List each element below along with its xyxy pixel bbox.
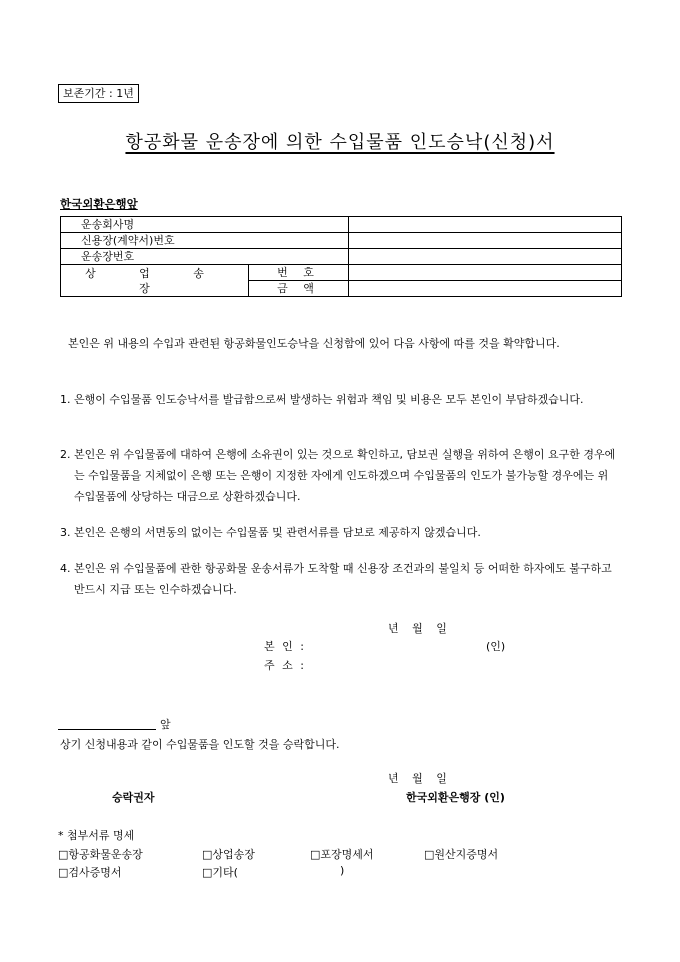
attachment-other[interactable]: □기타( bbox=[202, 866, 238, 879]
carrier-name-value[interactable] bbox=[349, 217, 622, 233]
attachment-certificate-of-origin[interactable]: □원산지증명서 bbox=[424, 848, 499, 861]
attachment-air-waybill[interactable]: □항공화물운송장 bbox=[58, 848, 143, 861]
recipient-suffix: 앞 bbox=[160, 718, 171, 731]
invoice-number-label: 번 호 bbox=[249, 265, 349, 281]
invoice-amount-label: 금 액 bbox=[249, 281, 349, 297]
attachment-other-close: ) bbox=[340, 864, 345, 877]
retention-period-box: 보존기간 : 1년 bbox=[58, 84, 139, 103]
clause-1: 1. 은행이 수입물품 인도승낙서를 발급함으로써 발생하는 위험과 책임 및 비용은 모두 본인이 부담하겠습니다. bbox=[60, 393, 584, 406]
commercial-invoice-label: 상 업 송 장 bbox=[61, 265, 249, 297]
clause-4: 4. 본인은 위 수입물품에 관한 항공화물 운송서류가 도착할 때 신용장 조건과의 불일치 등 어떠한 하자에도 불구하고 반드시 지급 또는 인수하겠습니다. bbox=[60, 562, 612, 596]
carrier-name-label: 운송회사명 bbox=[61, 217, 349, 233]
waybill-number-value[interactable] bbox=[349, 249, 622, 265]
address-label: 주 소 : bbox=[264, 659, 306, 672]
intro-paragraph: 본인은 위 내용의 수입과 관련된 항공화물인도승낙을 신청함에 있어 다음 사항에 따를 것을 확약합니다. bbox=[68, 337, 560, 350]
clause-2: 2. 본인은 위 수입물품에 대하여 은행에 소유권이 있는 것으로 확인하고, 담보권 실행을 위하여 은행이 요구한 경우에는 수입물품을 지체없이 은행 또는 은행이 지정한 자에게 인도하겠으며 수입물품의 인도가 불가능할 경우에는 위 수입물품에 상당하는 대금으로 상환하겠습니다. bbox=[60, 448, 616, 503]
lc-number-value[interactable] bbox=[349, 233, 622, 249]
application-date: 년 월 일 bbox=[388, 622, 447, 635]
bank-signature: 한국외환은행장 (인) bbox=[406, 791, 505, 804]
attachments-title: * 첨부서류 명세 bbox=[58, 829, 135, 842]
applicant-seal[interactable]: (인) bbox=[486, 640, 506, 653]
document-title: 항공화물 운송장에 의한 수입물품 인도승낙(신청)서 bbox=[125, 132, 555, 153]
invoice-amount-value[interactable] bbox=[349, 281, 622, 297]
attachment-commercial-invoice[interactable]: □상업송장 bbox=[202, 848, 255, 861]
recipient-blank-line[interactable] bbox=[58, 728, 156, 730]
attachment-packing-list[interactable]: □포장명세서 bbox=[310, 848, 374, 861]
waybill-number-label: 운송장번호 bbox=[61, 249, 349, 265]
lc-number-label: 신용장(계약서)번호 bbox=[61, 233, 349, 249]
invoice-number-value[interactable] bbox=[349, 265, 622, 281]
approver-label: 승락권자 bbox=[112, 791, 155, 804]
addressee: 한국외환은행앞 bbox=[60, 197, 138, 211]
attachments-list bbox=[58, 846, 618, 886]
approval-date: 년 월 일 bbox=[388, 772, 447, 785]
shipment-info-table bbox=[60, 216, 622, 297]
clause-3: 3. 본인은 은행의 서면동의 없이는 수입물품 및 관련서류를 담보로 제공하지 않겠습니다. bbox=[60, 526, 481, 539]
attachment-inspection-certificate[interactable]: □검사증명서 bbox=[58, 866, 122, 879]
applicant-label: 본 인 : bbox=[264, 640, 306, 653]
approval-text: 상기 신청내용과 같이 수입물품을 인도할 것을 승락합니다. bbox=[60, 738, 340, 751]
